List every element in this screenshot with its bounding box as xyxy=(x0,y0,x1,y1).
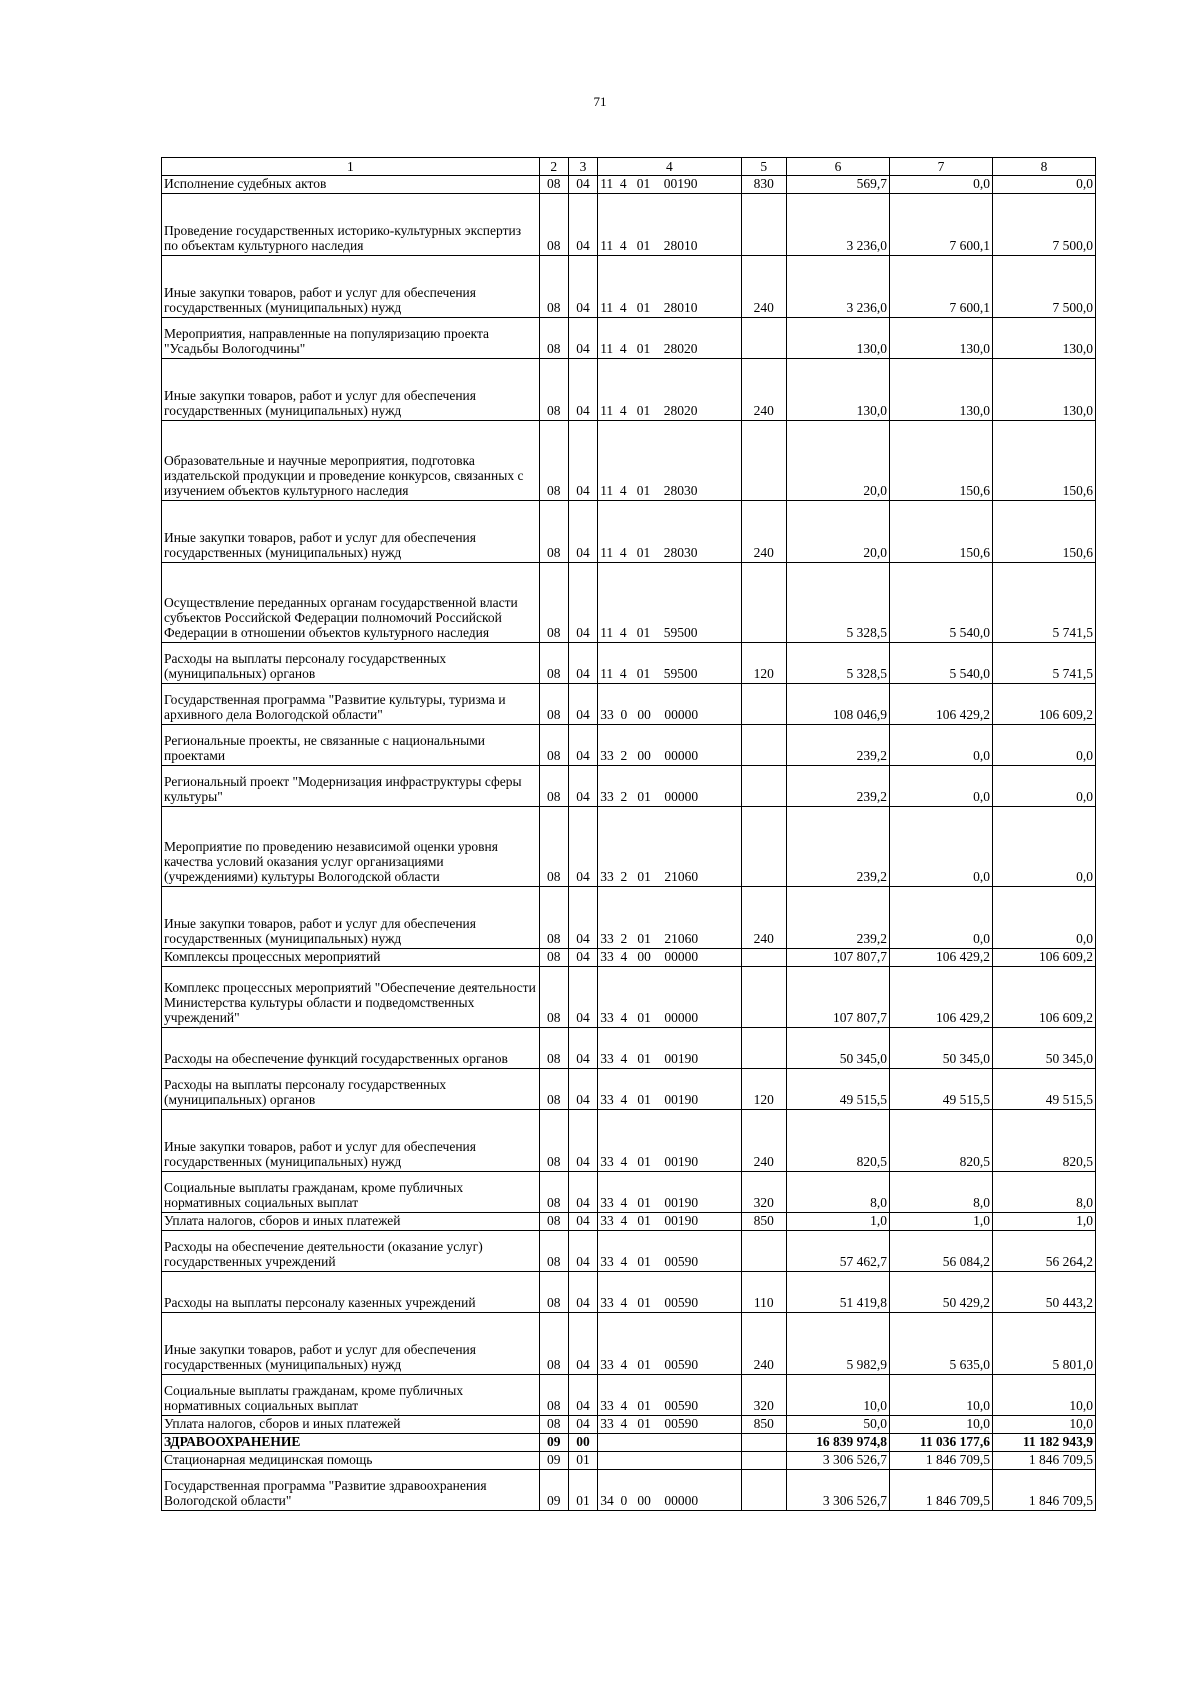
table-row xyxy=(162,1172,1096,1213)
target-article-cell: 11 4 01 59500 xyxy=(598,643,741,684)
amount-cell-year1: 130,0 xyxy=(787,359,890,421)
amount-cell-year3: 130,0 xyxy=(992,359,1095,421)
subsection-code-cell: 04 xyxy=(568,725,597,766)
expense-type-cell: 110 xyxy=(741,1272,786,1313)
section-code-cell: 08 xyxy=(539,1416,568,1434)
expense-type-cell xyxy=(741,949,786,967)
amount-cell-year3: 50 345,0 xyxy=(992,1028,1095,1069)
subsection-code-cell: 04 xyxy=(568,194,597,256)
table-row xyxy=(162,176,1096,194)
section-code-cell: 08 xyxy=(539,967,568,1028)
expense-type-cell: 240 xyxy=(741,501,786,563)
amount-cell-year3: 0,0 xyxy=(992,176,1095,194)
expense-type-cell: 240 xyxy=(741,1110,786,1172)
amount-cell-year3: 10,0 xyxy=(992,1416,1095,1434)
row-name-cell: Комплексы процессных мероприятий xyxy=(162,949,540,967)
section-code-cell: 08 xyxy=(539,887,568,949)
expense-type-cell: 120 xyxy=(741,1069,786,1110)
amount-cell-year2: 150,6 xyxy=(889,421,992,501)
section-code-cell: 08 xyxy=(539,359,568,421)
row-name-cell: Расходы на обеспечение функций государственных органов xyxy=(162,1028,540,1069)
section-code-cell: 08 xyxy=(539,1375,568,1416)
subsection-code-cell: 04 xyxy=(568,967,597,1028)
amount-cell-year1: 107 807,7 xyxy=(787,949,890,967)
section-code-cell: 08 xyxy=(539,421,568,501)
row-name-cell: Иные закупки товаров, работ и услуг для обеспечения государственных (муниципальных) нужд xyxy=(162,1313,540,1375)
amount-cell-year1: 239,2 xyxy=(787,766,890,807)
subsection-code-cell: 04 xyxy=(568,563,597,643)
target-article-cell: 33 4 01 00000 xyxy=(598,967,741,1028)
expense-type-cell: 830 xyxy=(741,176,786,194)
subsection-code-cell: 04 xyxy=(568,766,597,807)
column-header: 6 xyxy=(787,158,890,176)
amount-cell-year3: 11 182 943,9 xyxy=(992,1434,1095,1452)
amount-cell-year2: 150,6 xyxy=(889,501,992,563)
row-name-cell: Иные закупки товаров, работ и услуг для обеспечения государственных (муниципальных) нужд xyxy=(162,256,540,318)
table-row xyxy=(162,1313,1096,1375)
row-name-cell: Комплекс процессных мероприятий "Обеспечение деятельности Министерства культуры области и подведомственных учреждений" xyxy=(162,967,540,1028)
amount-cell-year2: 5 635,0 xyxy=(889,1313,992,1375)
expense-type-cell xyxy=(741,1028,786,1069)
section-code-cell: 08 xyxy=(539,176,568,194)
row-name-cell: Государственная программа "Развитие здравоохранения Вологодской области" xyxy=(162,1470,540,1511)
expense-type-cell xyxy=(741,725,786,766)
amount-cell-year2: 0,0 xyxy=(889,887,992,949)
table-row xyxy=(162,1416,1096,1434)
subsection-code-cell: 04 xyxy=(568,684,597,725)
amount-cell-year2: 130,0 xyxy=(889,318,992,359)
amount-cell-year3: 0,0 xyxy=(992,725,1095,766)
table-row xyxy=(162,725,1096,766)
section-code-cell: 08 xyxy=(539,643,568,684)
target-article-cell: 33 4 01 00590 xyxy=(598,1272,741,1313)
amount-cell-year2: 49 515,5 xyxy=(889,1069,992,1110)
row-name-cell: Исполнение судебных актов xyxy=(162,176,540,194)
expense-type-cell xyxy=(741,1231,786,1272)
target-article-cell: 11 4 01 28020 xyxy=(598,359,741,421)
amount-cell-year3: 106 609,2 xyxy=(992,949,1095,967)
row-name-cell: Проведение государственных историко-культурных экспертиз по объектам культурного наследия xyxy=(162,194,540,256)
table-row xyxy=(162,807,1096,887)
table-row xyxy=(162,949,1096,967)
subsection-code-cell: 01 xyxy=(568,1470,597,1511)
section-code-cell: 08 xyxy=(539,1110,568,1172)
amount-cell-year3: 7 500,0 xyxy=(992,194,1095,256)
amount-cell-year1: 16 839 974,8 xyxy=(787,1434,890,1452)
expense-type-cell: 320 xyxy=(741,1172,786,1213)
expense-type-cell: 240 xyxy=(741,256,786,318)
amount-cell-year2: 106 429,2 xyxy=(889,967,992,1028)
target-article-cell: 33 4 01 00590 xyxy=(598,1375,741,1416)
subsection-code-cell: 04 xyxy=(568,807,597,887)
target-article-cell: 33 4 01 00190 xyxy=(598,1028,741,1069)
target-article-cell: 33 0 00 00000 xyxy=(598,684,741,725)
row-name-cell: Социальные выплаты гражданам, кроме публичных нормативных социальных выплат xyxy=(162,1172,540,1213)
table-row xyxy=(162,1213,1096,1231)
expense-type-cell xyxy=(741,766,786,807)
subsection-code-cell: 04 xyxy=(568,256,597,318)
amount-cell-year1: 5 328,5 xyxy=(787,643,890,684)
section-code-cell: 08 xyxy=(539,1231,568,1272)
expense-type-cell xyxy=(741,318,786,359)
section-code-cell: 08 xyxy=(539,1028,568,1069)
amount-cell-year3: 0,0 xyxy=(992,887,1095,949)
section-code-cell: 08 xyxy=(539,1313,568,1375)
column-header: 3 xyxy=(568,158,597,176)
target-article-cell: 11 4 01 28010 xyxy=(598,256,741,318)
amount-cell-year2: 50 345,0 xyxy=(889,1028,992,1069)
section-code-cell: 08 xyxy=(539,725,568,766)
expense-type-cell xyxy=(741,1470,786,1511)
expense-type-cell xyxy=(741,563,786,643)
expense-type-cell xyxy=(741,1434,786,1452)
target-article-cell: 33 2 01 00000 xyxy=(598,766,741,807)
amount-cell-year3: 5 741,5 xyxy=(992,643,1095,684)
amount-cell-year3: 1 846 709,5 xyxy=(992,1452,1095,1470)
amount-cell-year1: 130,0 xyxy=(787,318,890,359)
row-name-cell: Уплата налогов, сборов и иных платежей xyxy=(162,1416,540,1434)
row-name-cell: Региональный проект "Модернизация инфраструктуры сферы культуры" xyxy=(162,766,540,807)
section-code-cell: 08 xyxy=(539,766,568,807)
target-article-cell: 33 4 01 00190 xyxy=(598,1213,741,1231)
section-code-cell: 08 xyxy=(539,194,568,256)
table-row xyxy=(162,1028,1096,1069)
row-name-cell: Расходы на выплаты персоналу государственных (муниципальных) органов xyxy=(162,1069,540,1110)
target-article-cell: 33 4 01 00590 xyxy=(598,1313,741,1375)
expense-type-cell: 850 xyxy=(741,1213,786,1231)
amount-cell-year3: 0,0 xyxy=(992,807,1095,887)
expense-type-cell: 240 xyxy=(741,1313,786,1375)
amount-cell-year2: 8,0 xyxy=(889,1172,992,1213)
subsection-code-cell: 04 xyxy=(568,949,597,967)
amount-cell-year1: 20,0 xyxy=(787,501,890,563)
table-row xyxy=(162,1452,1096,1470)
page-number: 71 xyxy=(593,94,607,109)
expense-type-cell xyxy=(741,684,786,725)
amount-cell-year3: 56 264,2 xyxy=(992,1231,1095,1272)
row-name-cell: Мероприятия, направленные на популяризацию проекта "Усадьбы Вологодчины" xyxy=(162,318,540,359)
amount-cell-year2: 50 429,2 xyxy=(889,1272,992,1313)
column-header: 4 xyxy=(598,158,741,176)
column-header: 7 xyxy=(889,158,992,176)
table-row xyxy=(162,359,1096,421)
amount-cell-year1: 5 982,9 xyxy=(787,1313,890,1375)
table-body xyxy=(162,176,1096,1511)
table-row xyxy=(162,643,1096,684)
target-article-cell: 33 4 01 00190 xyxy=(598,1110,741,1172)
row-name-cell: Уплата налогов, сборов и иных платежей xyxy=(162,1213,540,1231)
amount-cell-year2: 10,0 xyxy=(889,1375,992,1416)
target-article-cell: 33 4 00 00000 xyxy=(598,949,741,967)
amount-cell-year1: 57 462,7 xyxy=(787,1231,890,1272)
amount-cell-year1: 3 306 526,7 xyxy=(787,1470,890,1511)
amount-cell-year2: 10,0 xyxy=(889,1416,992,1434)
amount-cell-year1: 50 345,0 xyxy=(787,1028,890,1069)
amount-cell-year2: 820,5 xyxy=(889,1110,992,1172)
amount-cell-year3: 106 609,2 xyxy=(992,967,1095,1028)
section-code-cell: 08 xyxy=(539,1272,568,1313)
row-name-cell: Иные закупки товаров, работ и услуг для обеспечения государственных (муниципальных) нужд xyxy=(162,1110,540,1172)
table-row xyxy=(162,194,1096,256)
target-article-cell: 11 4 01 28010 xyxy=(598,194,741,256)
table-row xyxy=(162,1231,1096,1272)
target-article-cell: 11 4 01 00190 xyxy=(598,176,741,194)
amount-cell-year1: 1,0 xyxy=(787,1213,890,1231)
amount-cell-year3: 5 801,0 xyxy=(992,1313,1095,1375)
table-row xyxy=(162,766,1096,807)
amount-cell-year2: 11 036 177,6 xyxy=(889,1434,992,1452)
target-article-cell: 34 0 00 00000 xyxy=(598,1470,741,1511)
section-code-cell: 08 xyxy=(539,1213,568,1231)
target-article-cell: 33 2 01 21060 xyxy=(598,807,741,887)
expense-type-cell xyxy=(741,1452,786,1470)
row-name-cell: Государственная программа "Развитие культуры, туризма и архивного дела Вологодской области" xyxy=(162,684,540,725)
amount-cell-year1: 49 515,5 xyxy=(787,1069,890,1110)
table-row xyxy=(162,421,1096,501)
target-article-cell: 33 2 01 21060 xyxy=(598,887,741,949)
row-name-cell: Иные закупки товаров, работ и услуг для обеспечения государственных (муниципальных) нужд xyxy=(162,359,540,421)
amount-cell-year1: 51 419,8 xyxy=(787,1272,890,1313)
amount-cell-year2: 5 540,0 xyxy=(889,643,992,684)
amount-cell-year2: 130,0 xyxy=(889,359,992,421)
amount-cell-year3: 1,0 xyxy=(992,1213,1095,1231)
subsection-code-cell: 04 xyxy=(568,1110,597,1172)
expense-type-cell xyxy=(741,194,786,256)
expense-type-cell: 850 xyxy=(741,1416,786,1434)
target-article-cell: 33 2 00 00000 xyxy=(598,725,741,766)
amount-cell-year3: 1 846 709,5 xyxy=(992,1470,1095,1511)
amount-cell-year1: 820,5 xyxy=(787,1110,890,1172)
section-code-cell: 08 xyxy=(539,1069,568,1110)
amount-cell-year1: 239,2 xyxy=(787,807,890,887)
row-name-cell: Расходы на обеспечение деятельности (оказание услуг) государственных учреждений xyxy=(162,1231,540,1272)
amount-cell-year3: 150,6 xyxy=(992,501,1095,563)
row-name-cell: Расходы на выплаты персоналу государственных (муниципальных) органов xyxy=(162,643,540,684)
subsection-code-cell: 04 xyxy=(568,887,597,949)
row-name-cell: Расходы на выплаты персоналу казенных учреждений xyxy=(162,1272,540,1313)
amount-cell-year3: 49 515,5 xyxy=(992,1069,1095,1110)
section-code-cell: 09 xyxy=(539,1434,568,1452)
target-article-cell: 11 4 01 59500 xyxy=(598,563,741,643)
amount-cell-year2: 7 600,1 xyxy=(889,256,992,318)
row-name-cell: Мероприятие по проведению независимой оценки уровня качества условий оказания услуг организациями (учреждениями) культуры Вологодской области xyxy=(162,807,540,887)
subsection-code-cell: 04 xyxy=(568,1028,597,1069)
section-code-cell: 09 xyxy=(539,1452,568,1470)
amount-cell-year3: 50 443,2 xyxy=(992,1272,1095,1313)
subsection-code-cell: 04 xyxy=(568,359,597,421)
amount-cell-year3: 130,0 xyxy=(992,318,1095,359)
header-row xyxy=(162,158,1096,176)
target-article-cell: 11 4 01 28030 xyxy=(598,501,741,563)
table-row xyxy=(162,1375,1096,1416)
amount-cell-year2: 106 429,2 xyxy=(889,684,992,725)
subsection-code-cell: 04 xyxy=(568,176,597,194)
amount-cell-year1: 10,0 xyxy=(787,1375,890,1416)
amount-cell-year3: 5 741,5 xyxy=(992,563,1095,643)
target-article-cell: 33 4 01 00190 xyxy=(598,1172,741,1213)
subsection-code-cell: 04 xyxy=(568,421,597,501)
amount-cell-year2: 0,0 xyxy=(889,176,992,194)
amount-cell-year1: 3 236,0 xyxy=(787,194,890,256)
row-name-cell: Иные закупки товаров, работ и услуг для обеспечения государственных (муниципальных) нужд xyxy=(162,501,540,563)
target-article-cell: 11 4 01 28020 xyxy=(598,318,741,359)
table-row xyxy=(162,256,1096,318)
section-code-cell: 08 xyxy=(539,807,568,887)
amount-cell-year2: 106 429,2 xyxy=(889,949,992,967)
section-code-cell: 08 xyxy=(539,501,568,563)
section-code-cell: 08 xyxy=(539,1172,568,1213)
amount-cell-year1: 239,2 xyxy=(787,725,890,766)
target-article-cell xyxy=(598,1452,741,1470)
subsection-code-cell: 04 xyxy=(568,1069,597,1110)
amount-cell-year1: 3 306 526,7 xyxy=(787,1452,890,1470)
expense-type-cell: 240 xyxy=(741,887,786,949)
amount-cell-year3: 7 500,0 xyxy=(992,256,1095,318)
amount-cell-year3: 0,0 xyxy=(992,766,1095,807)
column-header: 8 xyxy=(992,158,1095,176)
row-name-cell: Стационарная медицинская помощь xyxy=(162,1452,540,1470)
subsection-code-cell: 01 xyxy=(568,1452,597,1470)
amount-cell-year2: 0,0 xyxy=(889,807,992,887)
amount-cell-year2: 56 084,2 xyxy=(889,1231,992,1272)
target-article-cell: 33 4 01 00590 xyxy=(598,1231,741,1272)
amount-cell-year1: 3 236,0 xyxy=(787,256,890,318)
subsection-code-cell: 00 xyxy=(568,1434,597,1452)
table-row xyxy=(162,1272,1096,1313)
table-row xyxy=(162,563,1096,643)
expense-type-cell xyxy=(741,421,786,501)
amount-cell-year2: 1 846 709,5 xyxy=(889,1470,992,1511)
row-name-cell: Образовательные и научные мероприятия, подготовка издательской продукции и проведение конкурсов, связанных с изучением объектов культурного наследия xyxy=(162,421,540,501)
budget-table xyxy=(161,157,1096,1511)
amount-cell-year2: 0,0 xyxy=(889,725,992,766)
section-code-cell: 09 xyxy=(539,1470,568,1511)
table-row xyxy=(162,967,1096,1028)
amount-cell-year1: 8,0 xyxy=(787,1172,890,1213)
amount-cell-year3: 150,6 xyxy=(992,421,1095,501)
subsection-code-cell: 04 xyxy=(568,1416,597,1434)
section-code-cell: 08 xyxy=(539,318,568,359)
subsection-code-cell: 04 xyxy=(568,1172,597,1213)
table-row xyxy=(162,501,1096,563)
target-article-cell xyxy=(598,1434,741,1452)
column-header: 1 xyxy=(162,158,540,176)
section-code-cell: 08 xyxy=(539,949,568,967)
amount-cell-year1: 50,0 xyxy=(787,1416,890,1434)
amount-cell-year2: 5 540,0 xyxy=(889,563,992,643)
subsection-code-cell: 04 xyxy=(568,318,597,359)
table-row xyxy=(162,318,1096,359)
amount-cell-year1: 107 807,7 xyxy=(787,967,890,1028)
amount-cell-year3: 106 609,2 xyxy=(992,684,1095,725)
subsection-code-cell: 04 xyxy=(568,1272,597,1313)
table-row xyxy=(162,1470,1096,1511)
amount-cell-year2: 1,0 xyxy=(889,1213,992,1231)
table-row xyxy=(162,1069,1096,1110)
expense-type-cell xyxy=(741,967,786,1028)
subsection-code-cell: 04 xyxy=(568,1313,597,1375)
subsection-code-cell: 04 xyxy=(568,501,597,563)
table-row xyxy=(162,684,1096,725)
row-name-cell: ЗДРАВООХРАНЕНИЕ xyxy=(162,1434,540,1452)
expense-type-cell: 240 xyxy=(741,359,786,421)
row-name-cell: Региональные проекты, не связанные с национальными проектами xyxy=(162,725,540,766)
amount-cell-year2: 1 846 709,5 xyxy=(889,1452,992,1470)
column-header: 5 xyxy=(741,158,786,176)
expense-type-cell: 320 xyxy=(741,1375,786,1416)
subsection-code-cell: 04 xyxy=(568,1375,597,1416)
target-article-cell: 11 4 01 28030 xyxy=(598,421,741,501)
amount-cell-year2: 7 600,1 xyxy=(889,194,992,256)
subsection-code-cell: 04 xyxy=(568,1213,597,1231)
amount-cell-year3: 10,0 xyxy=(992,1375,1095,1416)
row-name-cell: Социальные выплаты гражданам, кроме публичных нормативных социальных выплат xyxy=(162,1375,540,1416)
subsection-code-cell: 04 xyxy=(568,1231,597,1272)
table-row xyxy=(162,887,1096,949)
target-article-cell: 33 4 01 00190 xyxy=(598,1069,741,1110)
amount-cell-year1: 569,7 xyxy=(787,176,890,194)
table-row xyxy=(162,1434,1096,1452)
row-name-cell: Осуществление переданных органам государственной власти субъектов Российской Федерации полномочий Российской Федерации в отношении объектов культурного наследия xyxy=(162,563,540,643)
amount-cell-year3: 8,0 xyxy=(992,1172,1095,1213)
amount-cell-year1: 20,0 xyxy=(787,421,890,501)
amount-cell-year3: 820,5 xyxy=(992,1110,1095,1172)
row-name-cell: Иные закупки товаров, работ и услуг для обеспечения государственных (муниципальных) нужд xyxy=(162,887,540,949)
section-code-cell: 08 xyxy=(539,256,568,318)
section-code-cell: 08 xyxy=(539,563,568,643)
expense-type-cell xyxy=(741,807,786,887)
subsection-code-cell: 04 xyxy=(568,643,597,684)
amount-cell-year1: 108 046,9 xyxy=(787,684,890,725)
amount-cell-year1: 239,2 xyxy=(787,887,890,949)
table-row xyxy=(162,1110,1096,1172)
expense-type-cell: 120 xyxy=(741,643,786,684)
column-header: 2 xyxy=(539,158,568,176)
amount-cell-year1: 5 328,5 xyxy=(787,563,890,643)
section-code-cell: 08 xyxy=(539,684,568,725)
amount-cell-year2: 0,0 xyxy=(889,766,992,807)
target-article-cell: 33 4 01 00590 xyxy=(598,1416,741,1434)
